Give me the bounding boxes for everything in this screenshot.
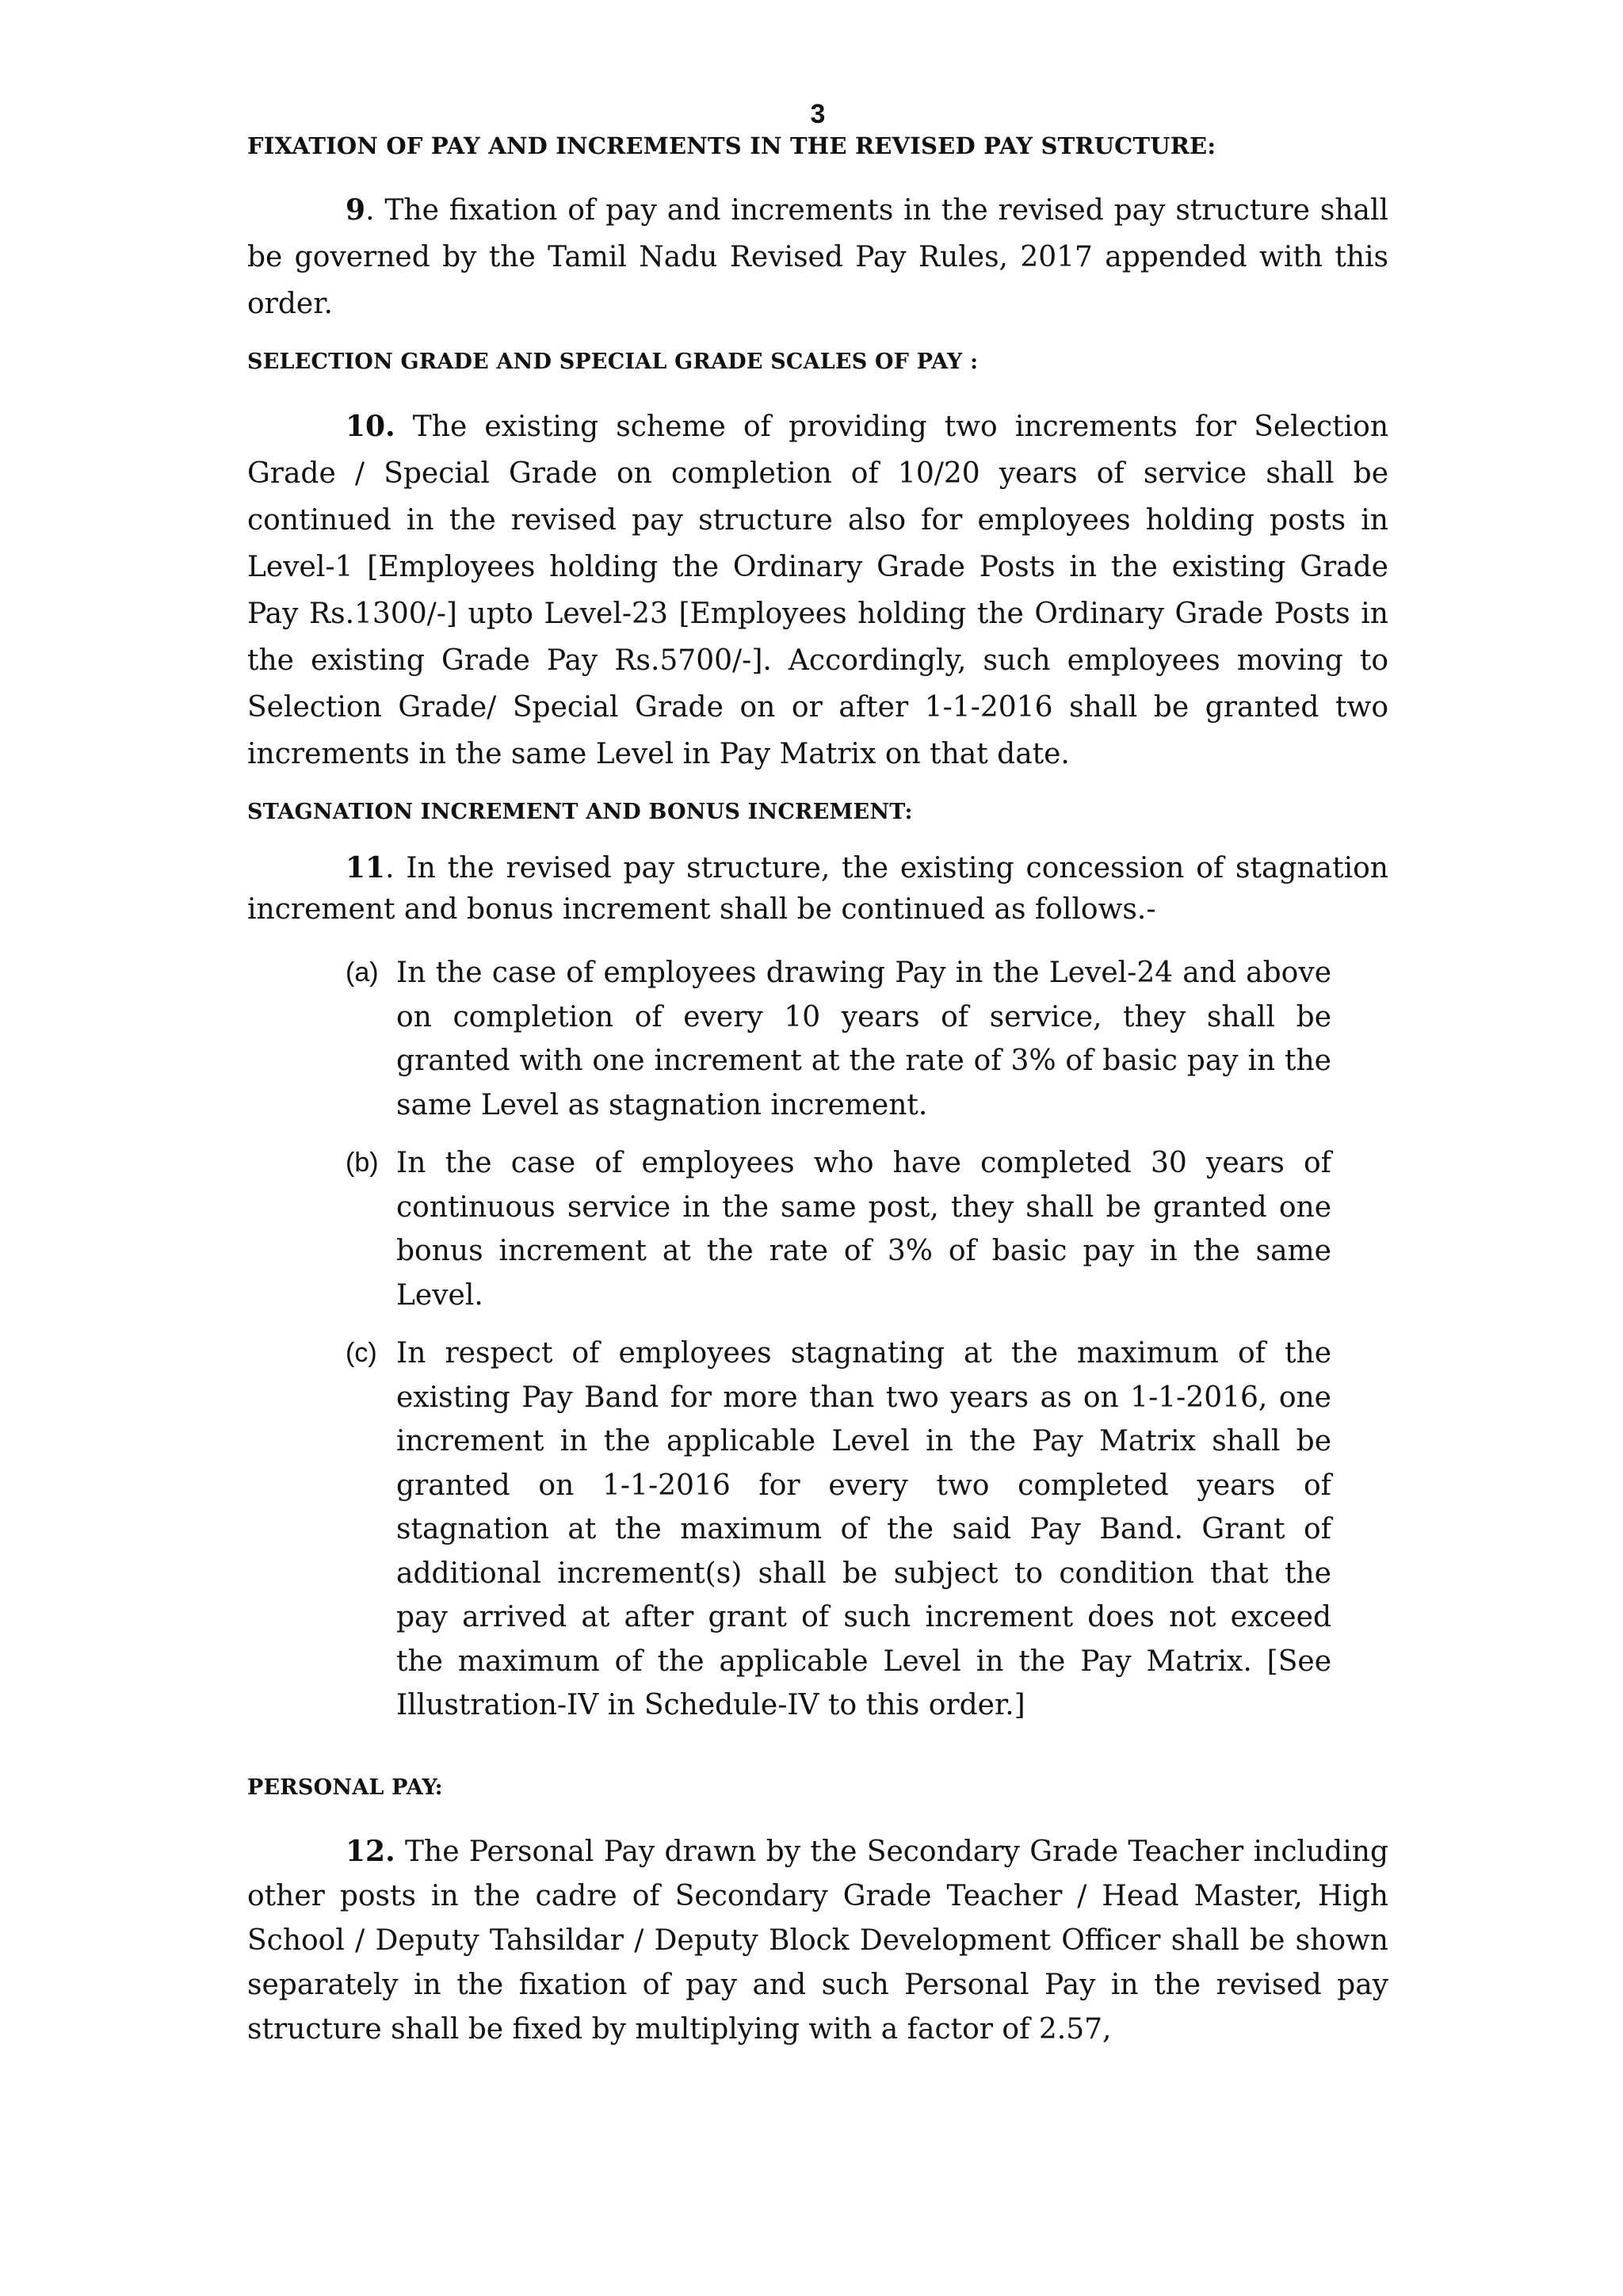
list-item-text: In the case of employees drawing Pay in the Level-24 and above on completion of every 10 years of service, they shall be granted with one increment at the rate of 3% of basic pay in the same Level as stagnation increment. bbox=[396, 957, 1331, 1121]
list-marker: (a) bbox=[346, 957, 379, 988]
list-item bbox=[247, 1141, 1388, 1317]
paragraph-10 bbox=[247, 403, 1388, 777]
spacer bbox=[247, 1317, 1388, 1331]
document-page bbox=[247, 98, 1388, 2052]
paragraph-11 bbox=[247, 847, 1388, 930]
paragraph-number: 11 bbox=[346, 851, 386, 884]
paragraph-number: 9 bbox=[346, 193, 366, 227]
spacer bbox=[247, 160, 1388, 187]
page-number: 3 bbox=[810, 99, 826, 129]
paragraph-12 bbox=[247, 1829, 1388, 2052]
list-item bbox=[247, 1331, 1388, 1728]
spacer bbox=[247, 777, 1388, 798]
list-item-text: In respect of employees stagnating at the maximum of the existing Pay Band for more than two years as on 1-1-2016, one increment in the applicable Level in the Pay Matrix shall be granted on 1-1-2016 for every two completed years of stagnation at the maximum of the said Pay Band. Grant of additional increment(s) shall be subject to condition that the pay arrived at after grant of such increment does not exceed the maximum of the applicable Level in the Pay Matrix. [See Illustration-IV in Schedule-IV to this order.] bbox=[396, 1337, 1331, 1721]
heading-fixation: FIXATION OF PAY AND INCREMENTS IN THE REVISED PAY STRUCTURE: bbox=[247, 132, 1216, 159]
paragraph-9 bbox=[247, 187, 1388, 327]
spacer bbox=[247, 327, 1388, 348]
list-marker: (c) bbox=[346, 1338, 377, 1368]
list-marker: (b) bbox=[346, 1148, 379, 1178]
spacer bbox=[247, 376, 1388, 403]
paragraph-text: . The fixation of pay and increments in the revised pay structure shall be governed by the Tamil Nadu Revised Pay Rules, 2017 appended with this order. bbox=[247, 194, 1388, 320]
heading-personal-pay: PERSONAL PAY: bbox=[247, 1775, 443, 1800]
heading-stagnation: STAGNATION INCREMENT AND BONUS INCREMENT: bbox=[247, 800, 913, 824]
list-item-text: In the case of employees who have completed 30 years of continuous service in the same post, they shall be granted one bonus increment at the rate of 3% of basic pay in the same Level. bbox=[396, 1147, 1331, 1312]
spacer bbox=[247, 930, 1388, 951]
heading-selection-grade: SELECTION GRADE AND SPECIAL GRADE SCALES OF PAY : bbox=[247, 350, 979, 374]
paragraph-text: . In the revised pay structure, the existing concession of stagnation increment and bonus increment shall be continued as follows.- bbox=[247, 852, 1388, 926]
list-item bbox=[247, 951, 1388, 1127]
paragraph-text: The existing scheme of providing two increments for Selection Grade / Special Grade on completion of 10/20 years of service shall be continued in the revised pay structure also for employees holding posts in Level-1 [Employees holding the Ordinary Grade Posts in the existing Grade Pay Rs.1300/-] upto Level-23 [Employees holding the Ordinary Grade Posts in the existing Grade Pay Rs.5700/-]. Accordingly, such employees moving to Selection Grade/ Special Grade on or after 1-1-2016 shall be granted two increments in the same Level in Pay Matrix on that date. bbox=[247, 411, 1388, 770]
increment-list bbox=[247, 951, 1388, 1728]
spacer bbox=[247, 1728, 1388, 1774]
spacer bbox=[247, 1802, 1388, 1829]
paragraph-number: 12. bbox=[346, 1834, 395, 1868]
spacer bbox=[247, 1127, 1388, 1141]
paragraph-number: 10. bbox=[346, 410, 395, 443]
paragraph-text: The Personal Pay drawn by the Secondary Grade Teacher including other posts in the cadre of Secondary Grade Teacher / Head Master, High School / Deputy Tahsildar / Deputy Block Development Officer shall be shown separately in the fixation of pay and such Personal Pay in the revised pay structure shall be fixed by multiplying with a factor of 2.57, bbox=[247, 1835, 1388, 2046]
spacer bbox=[247, 827, 1388, 847]
